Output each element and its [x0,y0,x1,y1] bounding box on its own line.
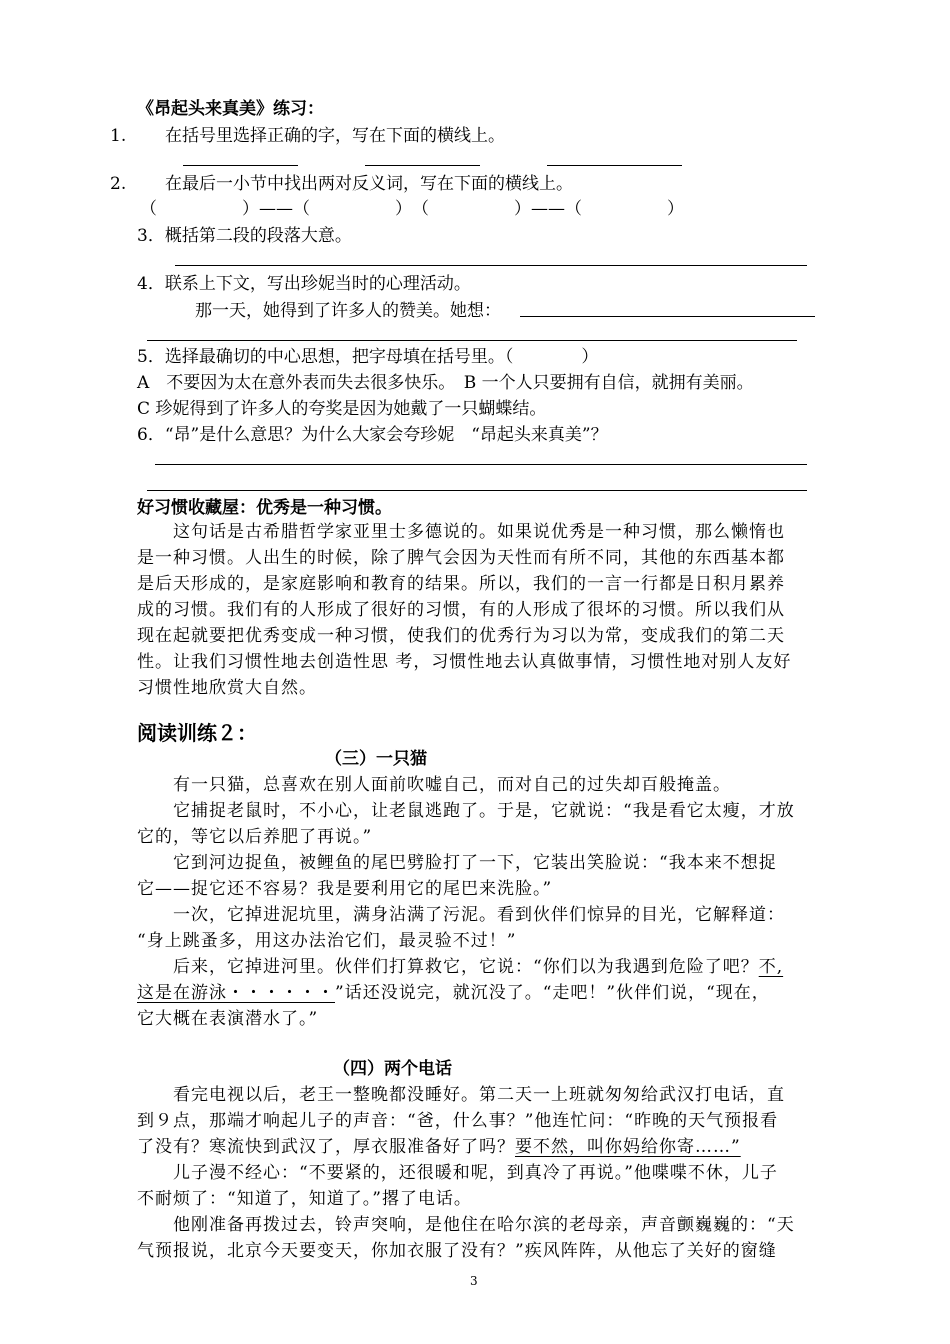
story-3-title: （三）一只猫 [325,749,427,769]
question-2-text: 在最后一小节中找出两对反义词，写在下面的横线上。 [165,174,573,194]
habit-paragraph-line: 是一种习惯。人出生的时候，除了脾气会因为天性而有所不同，其他的东西基本都 [137,548,785,568]
habit-paragraph-line: 现在起就要把优秀变成一种习惯，使我们的优秀行为习以为常，变成我们的第二天 [137,626,785,646]
story-3-line [137,982,770,1004]
story-3-line: 它捕捉老鼠时，不小心，让老鼠逃跑了。于是，它就说：“我是看它太瘦，才放 [137,801,795,821]
answer-line [183,165,298,166]
story-4-line: 儿子漫不经心：“不要紧的，还很暖和呢，到真冷了再说。”他喋喋不休，儿子 [137,1163,778,1183]
question-1-number: 1. [110,126,127,146]
answer-line [147,490,807,491]
story-3-line: 有一只猫，总喜欢在别人面前吹嘘自己，而对自己的过失却百般掩盖。 [137,775,731,795]
story-4-line: 到９点，那端才响起儿子的声音：“爸，什么事？”他连忙问：“昨晚的天气预报看 [137,1111,779,1131]
story-4-title: （四）两个电话 [333,1059,452,1079]
story-4-line: 不耐烦了：“知道了，知道了。”撂了电话。 [137,1189,472,1209]
question-3: 3．概括第二段的段落大意。 [137,226,352,246]
story-4-line [137,1136,741,1158]
story-3-line: 它大概在表演潜水了。” [137,1009,319,1029]
habit-paragraph-line: 成的习惯。我们有的人形成了很好的习惯，有的人形成了很坏的习惯。所以我们从 [137,600,785,620]
underlined-text: 要不然，叫你妈给你寄……” [515,1137,741,1157]
story-3-line: 它的，等它以后养肥了再说。” [137,827,373,847]
story-3-line [137,956,783,978]
story-3-line: 它——捉它还不容易？我是要利用它的尾巴来洗脸。” [137,879,553,899]
answer-line [155,464,807,465]
answer-line [365,165,480,166]
question-4-prompt: 那一天，她得到了许多人的赞美。她想： [195,301,501,321]
story-4-line: 看完电视以后，老王一整晚都没睡好。第二天一上班就匆匆给武汉打电话，直 [137,1085,785,1105]
answer-line [520,316,815,317]
habit-paragraph-line: 这句话是古希腊哲学家亚里士多德说的。如果说优秀是一种习惯，那么懒惰也 [137,522,785,542]
story-3-text: 后来，它掉进河里。伙伴们打算救它，它说：“你们以为我遇到危险了吧？ [137,957,759,977]
answer-line [147,340,797,341]
question-6: 6．“昂”是什么意思？为什么大家会夸珍妮 “昂起头来真美”？ [137,425,608,445]
question-5: 5．选择最确切的中心思想，把字母填在括号里。（ ） [137,347,599,367]
story-4-line: 他刚准备再拨过去，铃声突响，是他住在哈尔滨的老母亲，声音颤巍巍的：“天 [137,1215,795,1235]
question-1-text: 在括号里选择正确的字，写在下面的横线上。 [165,126,505,146]
story-4-text: 了没有？寒流快到武汉了，厚衣服准备好了吗？ [137,1137,515,1157]
question-4: 4．联系上下文，写出珍妮当时的心理活动。 [137,274,471,294]
story-4-line: 气预报说，北京今天要变天，你加衣服了没有？”疾风阵阵，从他忘了关好的窗缝 [137,1241,777,1261]
story-3-line: 一次，它掉进泥坑里，满身沾满了污泥。看到伙伴们惊异的目光，它解释道： [137,905,785,925]
antonym-pairs: （ ）——（ ） （ ）——（ ） [140,199,684,219]
underlined-text: 这是在游泳・・・・・・ [137,983,335,1003]
answer-line [547,165,682,166]
habit-paragraph-line: 习惯性地欣赏大自然。 [137,678,317,698]
question-5-option-c: C 珍妮得到了许多人的夸奖是因为她戴了一只蝴蝶结。 [137,399,547,419]
page-number: 3 [470,1274,478,1288]
story-3-line: “身上跳蚤多，用这办法治它们，最灵验不过！” [137,931,517,951]
underlined-text: 不, [758,957,784,977]
answer-line [175,265,807,266]
question-5-options-ab: A 不要因为太在意外表而失去很多快乐。 B 一个人只要拥有自信，就拥有美丽。 [137,373,754,393]
habit-paragraph-line: 是后天形成的，是家庭影响和教育的结果。所以，我们的一言一行都是日积月累养 [137,574,785,594]
habit-paragraph-line: 性。让我们习惯性地去创造性思 考，习惯性地去认真做事情，习惯性地对别人友好 [137,652,792,672]
story-3-text: ”话还没说完，就沉没了。“走吧！”伙伴们说，“现在， [335,983,770,1003]
habit-title: 好习惯收藏屋：优秀是一种习惯。 [137,498,392,518]
reading-title: 阅读训练２： [137,721,257,745]
practice-title: 《昂起头来真美》练习： [137,99,324,119]
question-2-number: 2. [110,174,127,194]
story-3-line: 它到河边捉鱼，被鲤鱼的尾巴劈脸打了一下，它装出笑脸说：“我本来不想捉 [137,853,777,873]
